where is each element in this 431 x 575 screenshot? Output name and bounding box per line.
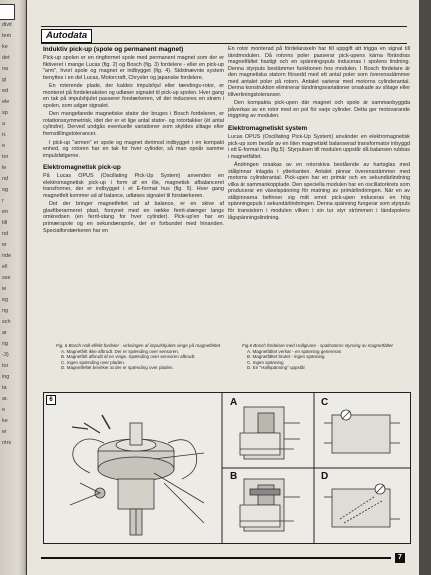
panel-label-b: B <box>230 471 238 482</box>
figure-6-hall-effect-diagram <box>43 392 411 544</box>
body-paragraph: Lucas OPUS (Oscillating Pick-Up System) använder en elektromagnetisk pick-up som består av en liten magnetiskt balanserad transformator inbyggd i ett E-format hus (fig.5). Styrpulsen till modulen uppstår då balansen rubbas i magnetfältet. <box>228 134 410 160</box>
body-paragraph: Den kompakta pick-upen där magnet och spole är sammanbyggda påverkas av en rotor med en pol för varje cylinder. Detta ger motsvarande triggning av modulen. <box>228 100 410 120</box>
panel-a-drawing <box>240 407 300 459</box>
caption-title: Fig. 6 Bosch Hall-effekt fordeler - virkningen af impulshjulets vinge på magnetfeltet <box>56 343 221 348</box>
body-paragraph: Det der bringer magnetfeltet ud af balance, er en skive af glasfiberarmeret plast, forsynet med en række ferrit-stænger langs omkredsen (en ferrit-stang for hver cylinder). Pick-up'en har en primærspole og en sekundærspole, der er forbundet med hinanden. Specialforstærkeren har en <box>43 201 224 234</box>
previous-page-text-fragment: sch <box>2 319 11 325</box>
previous-page-text-fragment: ie <box>2 286 7 292</box>
previous-page-text-fragment: divit <box>2 22 12 28</box>
previous-page-text-fragment: r <box>2 198 4 204</box>
previous-page-text-fragment: og <box>2 187 9 193</box>
previous-page-text-fragment: ed <box>2 88 9 94</box>
panel-label-a: A <box>230 397 238 408</box>
previous-page-text-fragment: ng <box>2 341 9 347</box>
body-paragraph: En roterende plade, der kaldes impulshjul eller tændings-rotor, er monteret på fordelerakslen og udløser signalet til pick-up spolen. Hver gang en tak på impulshjulet passerer forstærkeren, vil der induceres en strøm i spolen, som udgør signalet. <box>43 83 224 109</box>
manual-page <box>27 0 419 575</box>
previous-page-text-fragment: ele <box>2 99 10 105</box>
previous-page-text-fragment: ke <box>2 44 8 50</box>
distributor-drawing <box>70 415 204 535</box>
body-paragraph: Pick-up spolen er en ringformet spole med permanent magnet som der er fiktiveret i mange Lucas (fig. 2) og Bosch (fig. 3) fordelere - eller en pick-up "arm", hvori spole og magnet er indbygget (fig. 4). Sidstnævnte system benyttes i en del Lucas, Motorcraft, Chrysler og japanske fordelere. <box>43 55 224 81</box>
previous-page-text-fragment: ell <box>2 264 8 270</box>
previous-page-text-fragment: ri. <box>2 132 7 138</box>
previous-page-text-fragment: ng <box>2 308 9 314</box>
previous-page-text-fragment: ke <box>2 418 8 424</box>
figure-caption-danish <box>56 343 236 370</box>
body-paragraph: I pick-up "armen" er spole og magnet derimod indbygget i en kompakt enhed, og rotoren har en tak for hver cylinder, så man opnår samme impulsfølgerne. <box>43 139 224 159</box>
figure-number: 6 <box>46 395 56 405</box>
page-header <box>41 26 407 44</box>
previous-page-text-fragment: e <box>2 143 6 149</box>
previous-page-text-fragment: a <box>2 121 6 127</box>
previous-page-text-fragment: -3) <box>2 352 9 358</box>
caption-item: A. Magnetfelt ikke afbrudt. Der er spænding over sensoren. <box>61 349 180 355</box>
caption-item: D. Magnetfeltet bevirker at der er spænding over pladen. <box>61 364 174 370</box>
panel-label-c: C <box>321 397 329 408</box>
caption-item: C. Ingen spænding over pladen. <box>61 359 126 365</box>
caption-item: A. Magnetfältet verkar - en spänning genereras <box>247 349 342 355</box>
previous-page-text-fragment: nde <box>2 253 12 259</box>
caption-item: C. Ingen spänning <box>247 359 284 365</box>
section-heading: Elektromagnetiskt system <box>228 125 308 133</box>
previous-page-text-fragment: nd <box>2 231 9 237</box>
panel-c-drawing <box>324 410 400 453</box>
previous-page-text-fragment: ta <box>2 385 7 391</box>
previous-page-text-fragment: tem <box>2 33 12 39</box>
previous-page-text-fragment: tor <box>2 363 9 369</box>
caption-item: D. En "Hallspänning" uppstår <box>247 364 305 370</box>
previous-page-edge <box>0 0 26 575</box>
previous-page-text-fragment: er <box>2 242 7 248</box>
right-column-swedish <box>228 46 410 223</box>
body-paragraph: Den mangefarede magnetiske stator der bruges i Bosch fordeleren, er rotationssymmetrisk, idet der er et lige antal stator- og rotortakker (ét antal cylindre). Derved undgås eventuelle variationer som skyldes slitage eller fremstillingstolerancer. <box>43 111 224 138</box>
panel-d-drawing <box>324 484 400 527</box>
caption-title: Fig.6 Bosch fördelare med Hallgivare - spaltrotorns styrning av magnetfältet <box>242 343 393 348</box>
previous-page-text-fragment: sse <box>2 275 11 281</box>
previous-page-text-fragment: en <box>2 209 9 215</box>
previous-page-text-fragment: e <box>2 407 6 413</box>
previous-page-text-fragment: sp <box>2 110 8 116</box>
previous-page-text-fragment: till <box>2 220 8 226</box>
previous-page-text-fragment: ntrs <box>2 440 12 446</box>
previous-page-text-fragment: ar <box>2 330 7 336</box>
left-column-danish <box>43 46 224 236</box>
hall-effect-illustration <box>44 393 410 543</box>
previous-page-text-fragment: le <box>2 165 7 171</box>
autodata-logo: Autodata <box>41 29 92 43</box>
previous-page-text-fragment: er <box>2 429 7 435</box>
figure-caption-swedish <box>242 343 412 370</box>
body-paragraph: På Lucas OPUS (Oscillating Pick-Up System) anvendes en elektromagnetisk pick-up i form af en ille, magnetisk afbalanceret transformer, der er indbygget i et E-format hus (fig. 5). Hver gang magnetfelt kommer ud af balance, udløses signalet til forstærkeren. <box>43 173 224 199</box>
body-paragraph: Ändringen orsakas av en rotorskiva bestående av hartsglas med stålpinnar inlagda i ytterkanten. Antalet pinnar överensstämmer med motorns cylinderantal. Pick-upen har en primär och en sekundärlindning vilka är sammankopplade. Den speciella modulen har en oscillatorkrets som producerar en växelspänning för matning av primärlindningen. När en av stålpinnarna befinner sig mitt emot pick-upen induceras en hög spänningspuls i sekundärlindningen. Denna spänning fungerar som styrpuls för transistorn i modulen vilken i sin tur styr strömmen i tändspolens lågspänningslindning. <box>228 162 410 221</box>
previous-page-text-fragment: gi <box>2 77 7 83</box>
previous-page-text-fragment: nd <box>2 176 9 182</box>
panel-label-d: D <box>321 471 329 482</box>
section-heading: Elektromagnetisk pick-up <box>43 164 121 172</box>
previous-page-text-fragment: eg <box>2 297 9 303</box>
panel-b-drawing <box>240 479 300 531</box>
previous-page-text-fragment: na <box>2 66 9 72</box>
caption-item: B. Magnetfelt afbrudt af en vinge. Spænding over sensoren afbrudt. <box>61 354 196 360</box>
previous-page-text-fragment: tor <box>2 154 9 160</box>
caption-item: B. Magnetfältet brutet - ingen spänning <box>247 354 325 360</box>
previous-page-text-fragment: det <box>2 55 10 61</box>
footer-rule <box>41 557 391 559</box>
section-heading: Induktiv pick-up (spole og permanent magnet) <box>43 46 184 53</box>
body-paragraph: En rotor monterad på fördelaraxeln har till uppgift att trigga en signal till tändmodulen. Då rotorns poler passerar pick-upens kärna förändras magnetfältet hastigt och en spänningspuls induceras i spolens lindning. Denna styrpuls bestämmer funktionen hos modulen. I Bosch fördelare är den magnetiska statorn försedd med ett antal poler som överensstämmer med antalet poler på rotorn. Antalet varierar med motorns cylinderantal. Denna konstruktion eliminerar tändningsvariationer orsakade av slitage eller tillverkningstoleranser. <box>228 46 410 98</box>
previous-page-text-fragment: ar. <box>2 396 9 402</box>
previous-page-text-fragment: ing <box>2 374 10 380</box>
previous-page-logo-fragment <box>0 4 15 20</box>
page-number: 7 <box>395 553 405 563</box>
